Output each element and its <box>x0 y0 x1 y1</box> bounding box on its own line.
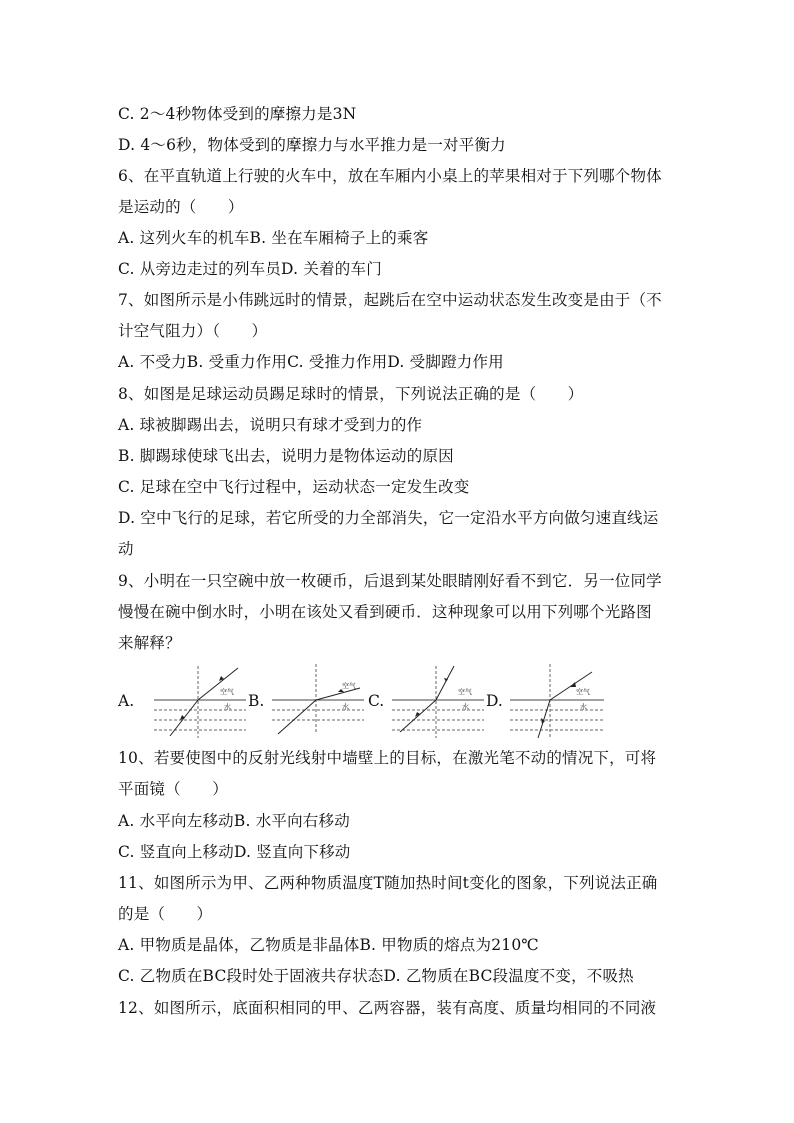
option-8b: B. 脚踢球使球飞出去，说明力是物体运动的原因 <box>118 447 454 465</box>
option-5d: D. 4～6秒，物体受到的摩擦力与水平推力是一对平衡力 <box>118 136 506 154</box>
water-label: 水 <box>580 703 587 711</box>
air-label: 空气 <box>576 688 590 696</box>
light-path-options <box>118 660 638 740</box>
option-9c-label: C. <box>368 692 385 710</box>
question-7-line-2: 计空气阻力）（ ） <box>118 322 268 340</box>
option-8a: A. 球被脚踢出去，说明只有球才受到力的作 <box>118 416 423 434</box>
option-9d-label: D. <box>486 692 503 710</box>
air-label: 空气 <box>458 688 472 696</box>
option-8d-line-2: 动 <box>118 540 134 558</box>
options-11cd: C. 乙物质在BC段时处于固液共存状态D. 乙物质在BC段温度不变，不吸热 <box>118 967 634 985</box>
option-8c: C. 足球在空中飞行过程中，运动状态一定发生改变 <box>118 478 470 496</box>
question-6-line-1: 6、在平直轨道上行驶的火车中，放在车厢内小桌上的苹果相对于下列哪个物体 <box>118 167 662 185</box>
question-9-line-1: 9、小明在一只空碗中放一枚硬币，后退到某处眼睛刚好看不到它．另一位同学 <box>118 572 662 590</box>
options-11ab: A. 甲物质是晶体，乙物质是非晶体B. 甲物质的熔点为210℃ <box>118 936 539 954</box>
option-9b-label: B. <box>248 692 265 710</box>
question-8: 8、如图是足球运动员踢足球时的情景，下列说法正确的是（ ） <box>118 385 584 403</box>
question-7-line-1: 7、如图所示是小伟跳远时的情景，起跳后在空中运动状态发生改变是由于（不 <box>118 291 662 309</box>
light-path-diagram-b <box>270 660 366 740</box>
options-10cd: C. 竖直向上移动D. 竖直向下移动 <box>118 843 351 861</box>
question-9-line-2: 慢慢在碗中倒水时，小明在该处又看到硬币．这种现象可以用下列哪个光路图 <box>118 603 652 621</box>
water-label: 水 <box>462 703 469 711</box>
water-label: 水 <box>224 703 231 711</box>
options-7: A. 不受力B. 受重力作用C. 受推力作用D. 受脚蹬力作用 <box>118 353 504 371</box>
light-path-diagram-a <box>152 660 248 740</box>
options-6ab: A. 这列火车的机车B. 坐在车厢椅子上的乘客 <box>118 229 429 247</box>
air-label: 空气 <box>342 682 356 690</box>
question-10-line-2: 平面镜（ ） <box>118 780 228 798</box>
question-9-line-3: 来解释？ <box>118 634 181 652</box>
question-11-line-2: 的是（ ） <box>118 905 213 923</box>
light-path-diagram-c <box>390 660 486 740</box>
water-label: 水 <box>342 703 349 711</box>
question-12-line-1: 12、如图所示，底面积相同的甲、乙两容器，装有高度、质量均相同的不同液 <box>118 999 657 1017</box>
option-9a-label: A. <box>118 692 135 710</box>
air-label: 空气 <box>220 688 234 696</box>
light-path-diagram-d <box>508 660 608 740</box>
question-11-line-1: 11、如图所示为甲、乙两种物质温度T随加热时间t变化的图象，下列说法正确 <box>118 874 658 892</box>
options-6cd: C. 从旁边走过的列车员D. 关着的车门 <box>118 260 382 278</box>
option-5c: C. 2～4秒物体受到的摩擦力是3N <box>118 105 357 123</box>
question-10-line-1: 10、若要使图中的反射光线射中墙壁上的目标，在激光笔不动的情况下，可将 <box>118 749 657 767</box>
options-10ab: A. 水平向左移动B. 水平向右移动 <box>118 812 350 830</box>
question-6-line-2: 是运动的（ ） <box>118 198 244 216</box>
option-8d-line-1: D. 空中飞行的足球，若它所受的力全部消失，它一定沿水平方向做匀速直线运 <box>118 509 659 527</box>
